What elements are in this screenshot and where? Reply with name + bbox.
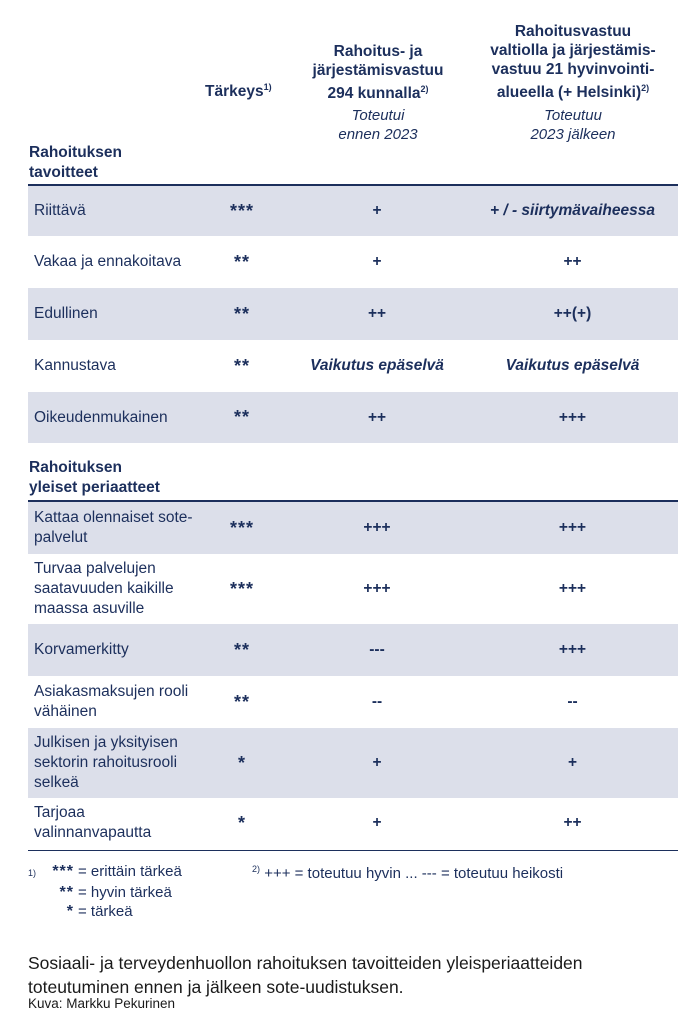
row-importance: ** [233, 251, 250, 272]
row-value-after: -- [567, 693, 578, 710]
row-value-after: + / - siirtymävaiheessa [489, 202, 655, 219]
table-row [28, 392, 678, 443]
figure-caption: Sosiaali- ja terveydenhuollon rahoituksen tavoitteiden yleisperiaatteiden toteutuminen ennen ja jälkeen sote-uudistuksen. [28, 953, 583, 997]
column-a-header: Rahoitus- ja järjestämisvastuu 294 kunnalla$^{2)}$ [312, 43, 444, 103]
table-bottom-rule [28, 850, 678, 851]
column-b-subheader: Toteutuu 2023 jälkeen [530, 107, 616, 143]
section-2-title: Rahoituksen yleiset periaatteet [29, 459, 160, 496]
row-value-before: +++ [363, 519, 391, 536]
footnote-scale: $^{2)}$ +++ = toteutuu hyvin ... --- = toteutuu heikosti [252, 864, 564, 882]
table-row [28, 340, 678, 392]
row-value-after: +++ [558, 580, 587, 597]
table-row [28, 236, 678, 288]
row-label: Turvaa palvelujen saatavuuden kaikille maassa asuville [34, 560, 174, 617]
table-row [28, 186, 678, 236]
row-importance: ** [233, 355, 250, 376]
table-row [28, 624, 678, 676]
row-label: Vakaa ja ennakoitava [34, 253, 182, 270]
table-row [28, 288, 678, 340]
row-value-after: ++(+) [553, 305, 592, 322]
row-value-before: --- [369, 641, 385, 658]
row-value-before: ++ [367, 305, 387, 322]
row-importance: * [237, 812, 246, 833]
row-label: Kattaa olennaiset sote-palvelut [34, 509, 193, 546]
row-value-after: ++ [563, 253, 582, 270]
importance-header: Tärkeys$^{1)}$ [205, 82, 272, 101]
row-value-after: Vaikutus epäselvä [505, 357, 640, 374]
row-importance: *** [229, 200, 254, 221]
column-a-subheader: Toteutui ennen 2023 [338, 107, 418, 143]
row-label: Tarjoaa valinnanvapautta [34, 804, 152, 841]
row-importance: *** [229, 578, 254, 599]
row-importance: *** [229, 517, 254, 538]
row-value-before: ++ [367, 408, 387, 426]
row-value-before: + [372, 202, 382, 219]
table-row [28, 502, 678, 554]
row-label: Oikeudenmukainen [34, 408, 168, 426]
row-value-after: +++ [558, 519, 587, 536]
row-value-before: +++ [363, 580, 391, 597]
table-row [28, 554, 678, 624]
column-b-header: Rahoitusvastuu valtiolla ja järjestämis- vastuu 21 hyvinvointi- alueella (+ Helsinki)$^{2)}$ [490, 23, 656, 102]
row-importance: ** [233, 691, 250, 712]
row-value-after: + [567, 754, 578, 771]
row-label: Julkisen ja yksityisen sektorin rahoitusrooli selkeä [34, 734, 178, 791]
row-label: Korvamerkitty [34, 641, 129, 658]
table-row [28, 728, 678, 798]
table-row [28, 676, 678, 728]
figure-credit: Kuva: Markku Pekurinen [28, 996, 176, 1011]
row-value-before: + [372, 814, 382, 831]
row-label: Riittävä [34, 202, 86, 219]
row-value-before: Vaikutus epäselvä [310, 357, 444, 374]
row-value-after: +++ [558, 408, 587, 426]
row-importance: * [237, 752, 246, 773]
table-row [28, 798, 678, 848]
row-importance: ** [233, 639, 250, 660]
row-importance: ** [233, 303, 250, 324]
row-importance: ** [233, 407, 250, 427]
row-value-before: + [372, 253, 382, 270]
row-label: Edullinen [34, 305, 98, 322]
row-value-after: +++ [558, 641, 587, 658]
row-value-after: ++ [563, 814, 582, 831]
section-1-title: Rahoituksen tavoitteet [29, 144, 123, 181]
row-label: Kannustava [34, 357, 116, 374]
row-value-before: -- [371, 693, 383, 710]
row-label: Asiakasmaksujen rooli vähäinen [34, 683, 189, 720]
footnote-importance: 1) *** = erittäin tärkeä ** = hyvin tärkeä * = tärkeä [28, 863, 182, 920]
row-value-before: + [372, 754, 382, 771]
